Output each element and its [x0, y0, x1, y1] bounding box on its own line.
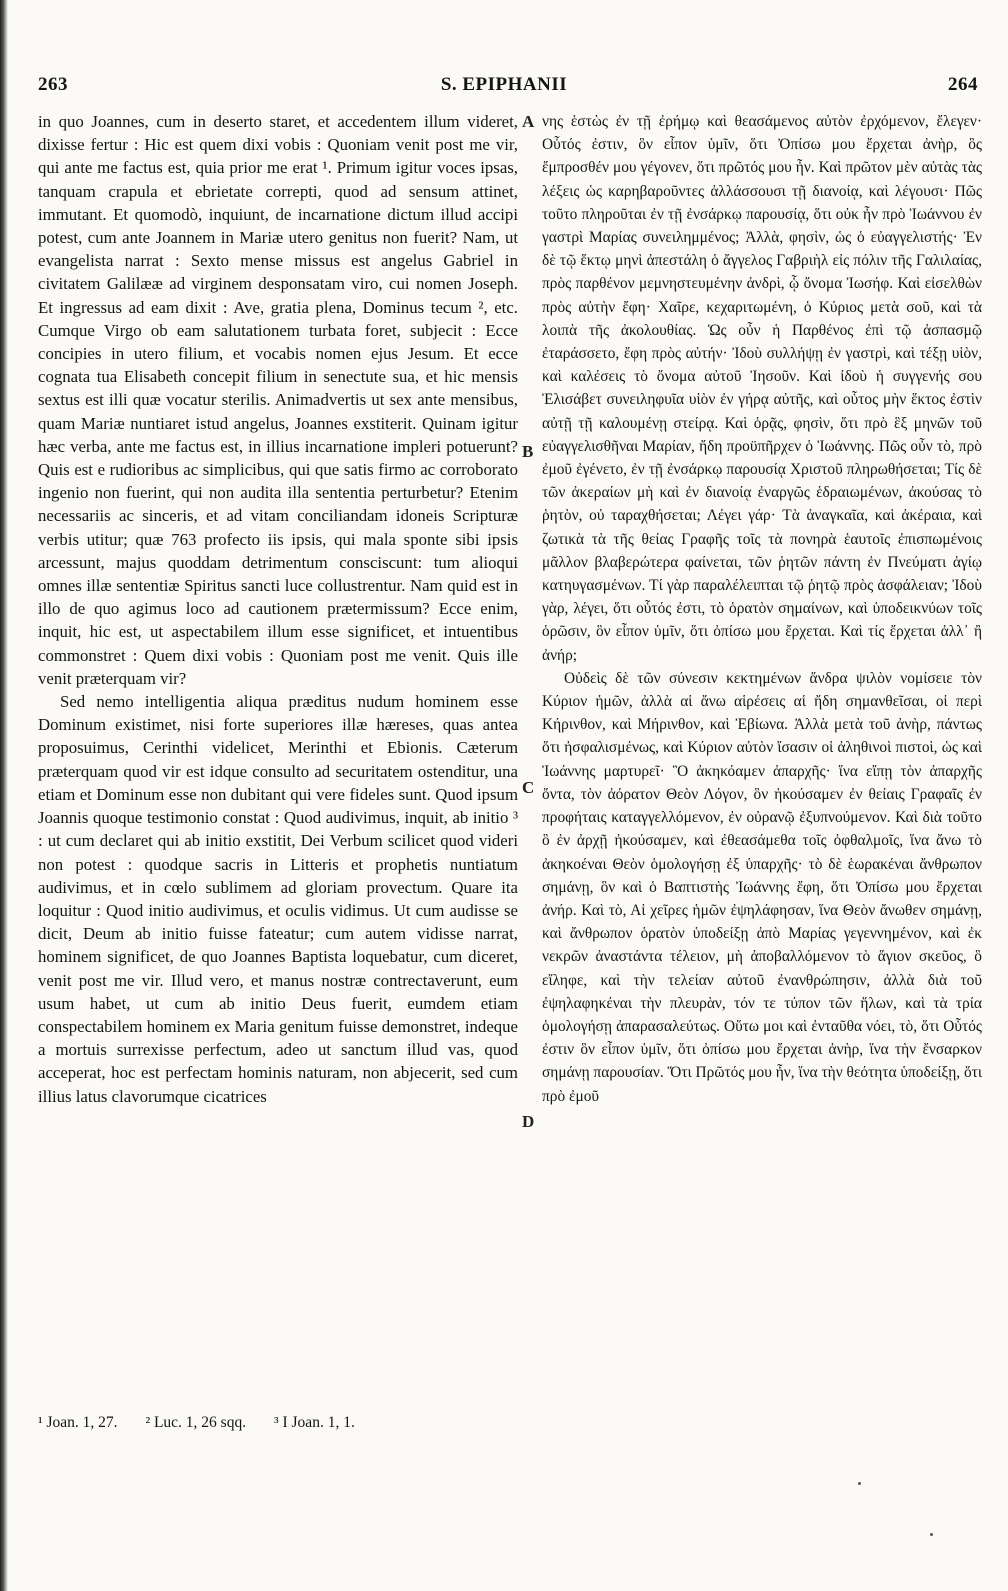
margin-marker-c: C — [522, 778, 535, 797]
latin-column — [38, 110, 518, 1390]
margin-marker-d: D — [522, 1112, 535, 1131]
latin-paragraph: in quo Joannes, cum in deserto staret, et accedentem illum videret, dixisse fertur : Hic est quem dixi vobis : Quoniam venit post me vir, qui ante me factus est, quia prior me erat ¹. Primum igitur voces ipsas, tanquam crapula et ebrietate correpti, quod ad sensum attinet, immutant. Et quomodò, inquiunt, de incarnatione dictum illud accipi potest, cum ante Joannem in Mariæ utero genitus non fuerit? Nam, ut evangelista narrat : Sexto mense missus est angelus Gabriel in civitatem Galilææ ad virginem desponsatam viro, cui nomen Joseph. Et ingressus ad eam dixit : Ave, gratia plena, Dominus tecum ², etc. Cumque Virgo ob eam salutationem turbata foret, subjecit : Ecce concipies in utero filium, et vocabis nomen ejus Jesum. Et ecce cognata tua Elisabeth concepit filium in senectute sua, et hic mensis sextus est illi quæ vocatur sterilis. Animadvertis ut sex ante mensibus, quam Mariæ nuntiaret istud angelus, Joannes exstiterit. Quinam igitur hæc verba, ante me factus est, in illius incarnatione impleri potuerunt? Quis est e rudioribus ac simplicibus, qui que satis firmo ac corroborato ingenio non fuerint, qui non audita illa sententia perturbetur? Etenim necessariis ac sinceris, et ad vitam conciliandam idoneis Scripturæ verbis utitur; quæ 763 profecto iis ipsis, qui mala sponte sibi ipsis arcessunt, majus quoddam detrimentum consciscunt: tum alioqui omnes illæ sententiæ Spiritus sancti luce collustrentur. Nam quid est in illo de quo agimus loco ad cautionem prætermissum? Ecce enim, inquit, hic est, ut aspectabilem illum esse significet, et intuentibus commonstret : Quem dixi vobis : Quoniam post me venit. Quis ille venit præterquam vir? — [38, 112, 518, 688]
greek-paragraph: Οὐδεὶς δὲ τῶν σύνεσιν κεκτημένων ἄνδρα ψιλὸν νομίσειε τὸν Κύριον ἡμῶν, ἀλλὰ αἱ ἄνω αἱρέσεις αἱ ἤδη σημανθεῖσαι, οἱ περὶ Κήρινθον, καὶ Μήρινθον, καὶ Ἐβίωνα. Ἀλλὰ μετὰ τοῦ ἀνὴρ, πάντως ὅτι ἠσφαλισμένως, καὶ Κύριον αὐτὸν ἴσασιν οἱ ἀληθινοὶ πιστοὶ, ὡς καὶ Ἰωάννης μαρτυρεῖ· Ὃ ἀκηκόαμεν ἀπαρχῆς· ἵνα εἴπῃ τὸν ἀπαρχῆς ὄντα, τὸν ἀόρατον Θεὸν Λόγον, ὃν ἠκούσαμεν ἐν θείαις Γραφαῖς ἐν προφήταις καταγγελλόμενον, ἐν οὐρανῷ ἐξυπνούμενον. Καὶ διὰ τοῦτο ὃ ἐν ἀρχῇ ἠκούσαμεν, καὶ ἐθεασάμεθα τοῖς ὀφθαλμοῖς, ἵνα ἄνω τὸ ἀκηκοέναι Θεὸν ὁμολογήσῃ ἐξ ὑπαρχῆς· τὸ δὲ ἑωρακέναι ἄνθρωπον σημάνῃ, ὃν καὶ ὁ Βαπτιστὴς Ἰωάννης ἔφη, ὅτι Ὀπίσω μου ἔρχεται ἀνήρ. Καὶ τὸ, Αἱ χεῖρες ἡμῶν ἐψηλάφησαν, ἵνα Θεὸν ἄνωθεν σημάνῃ, καὶ ἄνθρωπον ὁρατὸν ὑποδείξῃ ἀπὸ Μαρίας γεγεννημένον, καὶ ἐκ νεκρῶν ἀναστάντα τέλειον, μὴ ἀποβαλλόμενον τὸ ἅγιον σκεῦος, ὃ εἴληφε, καὶ τὴν τελείαν αὐτοῦ ἐνανθρώπησιν, ἀλλὰ διὰ τοῦ ἐψηλαφηκέναι τὴν πλευρὰν, τόν τε τύπον τῶν ἥλων, καὶ τὰ τρία ὁμολογήσῃ ἀπαρασαλεύτως. Οὕτω μοι καὶ ἐνταῦθα νόει, τὸ, ὅτι Οὗτός ἐστιν ὃν εἶπον ὑμῖν, ὅτι ὀπίσω μου ἔρχεται ἀνὴρ, ἵνα τὴν ἔνσαρκον σημάνῃ παρουσίαν. Ὅτι Πρῶτός μου ἦν, ἵνα τὴν θεότητα ὑποδείξῃ, ὅτι πρὸ ἐμοῦ — [542, 669, 982, 1105]
footnote: ³ I Joan. 1, 1. — [273, 1414, 355, 1431]
greek-paragraph: νης ἑστὼς ἐν τῇ ἐρήμῳ καὶ θεασάμενος αὐτὸν ἐρχόμενον, ἔλεγεν· Οὗτός ἐστιν, ὃν εἶπον ὑμῖν, ὅτι Ὀπίσω μου ἔρχεται ἀνὴρ, ὃς ἔμπροσθέν μου γέγονεν, ὅτι πρῶτός μου ἦν. Καὶ πρῶτον μὲν αὐτὰς τὰς λέξεις ὡς καρηβαροῦντες ἀλλάσσουσι τῇ διανοίᾳ, καὶ λέγουσι· Πῶς τοῦτο πληροῦται ἐν τῇ ἐνσάρκῳ παρουσίᾳ, ὅτι οὐκ ἦν πρὸ Ἰωάννου ἐν γαστρὶ Μαρίας συνειλημμένος; Ἀλλὰ, φησὶν, ὡς ὁ εὐαγγελιστής· Ἐν δὲ τῷ ἕκτῳ μηνὶ ἀπεστάλη ὁ ἄγγελος Γαβριὴλ εἰς πόλιν τῆς Γαλιλαίας, πρὸς παρθένον μεμνηστευμένην ἀνδρὶ, ᾧ ὄνομα Ἰωσήφ. Καὶ εἰσελθὼν πρὸς αὐτὴν ἔφη· Χαῖρε, κεχαριτωμένη, ὁ Κύριος μετὰ σοῦ, καὶ τὰ λοιπὰ τῆς ἀκολουθίας. Ὡς οὖν ἡ Παρθένος ἐπὶ τῷ ἀσπασμῷ ἐταράσσετο, ἔφη πρὸς αὐτήν· Ἰδοὺ συλλήψῃ ἐν γαστρὶ, καὶ τέξῃ υἱὸν, καὶ καλέσεις τὸ ὄνομα αὐτοῦ Ἰησοῦν. Καὶ ἰδοὺ ἡ συγγενής σου Ἐλισάβετ συνειληφυῖα υἱὸν ἐν γήρᾳ αὐτῆς, καὶ οὗτος μὴν ἕκτος ἐστὶν αὐτῇ τῇ καλουμένῃ στείρᾳ. Καὶ ὁρᾷς, φησὶν, ὅτι πρὸ ἓξ μηνῶν τοῦ εὐαγγελισθῆναι Μαρίαν, ἤδη προϋπῆρχεν ὁ Ἰωάννης. Πῶς οὖν τὸ, πρὸ ἐμοῦ ἐγένετο, ἐν τῇ ἐνσάρκῳ παρουσίᾳ Χριστοῦ πληρωθήσεται; Τίς δὲ τῶν ἀκεραίων μὴ καὶ ἐν διανοίᾳ ἐναργῶς ἑδραιωμένων, ἀκούσας τὸ ῥητὸν, οὐ ταραχθήσεται; Λέγει γάρ· Τὰ ἀναγκαῖα, καὶ ἀκέραια, καὶ ζωτικὰ τὰ τῆς θείας Γραφῆς τοῖς τὰ πονηρὰ ἑαυτοῖς ἐπισπωμένοις μᾶλλον βλαβερώτερα φαίνεται, τῶν ῥητῶν πάντη ἐν Πνεύματι ἁγίῳ κατηυγασμένων. Τί γὰρ παραλέλειπται τῷ ῥητῷ πρὸς ἀσφάλειαν; Ἰδοὺ γὰρ, λέγει, ὅτι οὗτός ἐστι, τὸ ὁρατὸν σημαίνων, καὶ ὑποδεικνύων τοῖς ὁρῶσιν, ὃν εἶπον ὑμῖν, ὅτι ὀπίσω μου ἔρχεται. Καὶ τίς ἔρχεται ἀλλ᾽ ἢ ἀνήρ; — [542, 113, 982, 664]
margin-marker-a: A — [522, 112, 535, 131]
greek-column — [542, 110, 982, 1390]
footnote: ¹ Joan. 1, 27. — [38, 1414, 118, 1431]
running-title: S. EPIPHANII — [440, 74, 568, 95]
print-speck — [930, 1533, 933, 1536]
right-page-number: 264 — [948, 74, 978, 95]
left-page-number: 263 — [38, 74, 68, 95]
print-speck — [858, 1482, 861, 1485]
latin-paragraph: Sed nemo intelligentia aliqua præditus nudum hominem esse Dominum existimet, nisi forte superiores illæ hæreses, quas antea proposuimus, Cerinthi videlicet, Merinthi et Ebionis. Cæterum præterquam quod vir est idque consulto ad securitatem ostenditur, una etiam et Dominum esse non dubitant qui vere fideles sunt. Quod ipsum Joannis quoque testimonio constat : Quod audivimus, inquit, ab initio ³ : ut cum declaret qui ab initio exstitit, Dei Verbum scilicet quod videri non potest : quodque sacris in Litteris et prophetis nuntiatum audivimus, et in cœlo sublimem ad gloriam provectum. Quare ita loquitur : Quod initio audivimus, et oculis vidimus. Ut cum audisse se dicit, Deum ab initio fuisse fateatur; cum autem vidisse narrat, hominem significet, de quo Joannes Baptista loquebatur, cum diceret, venit post me vir. Illud vero, et manus nostræ contrectaverunt, eum usum habet, ut cum ab initio Deus fuerit, eumdem etiam conspectabilem hominem ex Maria genitum fuisse demonstret, indeque a mortuis surrexisse perfectum, adeo ut sanctum illud vas, quod acceperat, hoc est perfectam hominis naturam, non abjecerit, sed cum illius latus clavorumque cicatrices — [38, 692, 518, 1106]
footnotes — [38, 1414, 518, 1432]
page-header — [0, 74, 1008, 98]
footnote: ² Luc. 1, 26 sqq. — [145, 1414, 247, 1431]
margin-marker-b: B — [522, 442, 534, 461]
